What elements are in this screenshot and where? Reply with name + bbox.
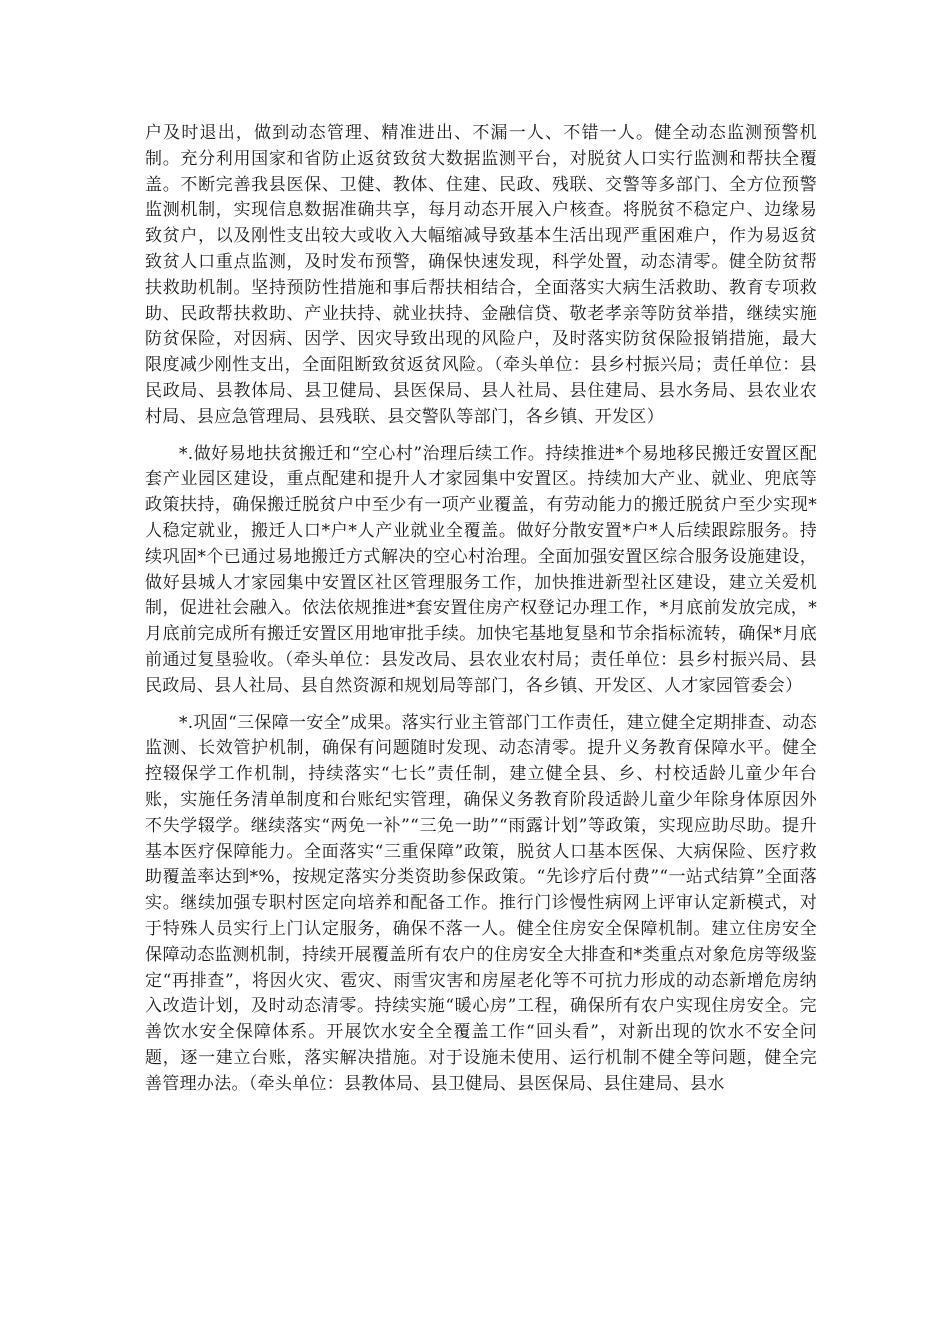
- paragraph-monitoring-mechanism: 户及时退出，做到动态管理、精准进出、不漏一人、不错一人。健全动态监测预警机制。充分利用国家和省防止返贫致贫大数据监测平台，对脱贫人口实行监测和帮扶全覆盖。不断完善我县医保、卫健、教体、住建、民政、残联、交警等多部门、全方位预警监测机制，实现信息数据准确共享，每月动态开展入户核查。将脱贫不稳定户、边缘易致贫户，以及刚性支出较大或收入大幅缩减导致基本生活出现严重困难户，作为易返贫致贫人口重点监测，及时发布预警，确保快速发现，科学处置，动态清零。健全防贫帮扶救助机制。坚持预防性措施和事后帮扶相结合，全面落实大病生活救助、教育专项救助、民政帮扶救助、产业扶持、就业扶持、金融信贷、敬老孝亲等防贫举措，继续实施防贫保险，对因病、因学、因灾导致出现的风险户，及时落实防贫保险报销措施，最大限度减少刚性支出，全面阻断致贫返贫风险。（牵头单位：县乡村振兴局；责任单位：县民政局、县教体局、县卫健局、县医保局、县人社局、县住建局、县水务局、县农业农村局、县应急管理局、县残联、县交警队等部门，各乡镇、开发区）: [145, 123, 817, 427]
- paragraph-relocation-followup: *.做好易地扶贫搬迁和“空心村”治理后续工作。持续推进*个易地移民搬迁安置区配套产业园区建设，重点配建和提升人才家园集中安置区。持续加大产业、就业、兜底等政策扶持，确保搬迁脱贫户中至少有一项产业覆盖，有劳动能力的搬迁脱贫户至少实现*人稳定就业，搬迁人口*户*人产业就业全覆盖。做好分散安置*户*人后续跟踪服务。持续巩固*个已通过易地搬迁方式解决的空心村治理。全面加强安置区综合服务设施建设，做好县城人才家园集中安置区社区管理服务工作，加快推进新型社区建设，建立关爱机制，促进社会融入。依法依规推进*套安置住房产权登记办理工作，*月底前发放完成，*月底前完成所有搬迁安置区用地审批手续。加快宅基地复垦和节余指标流转，确保*月底前通过复垦验收。（牵头单位：县发改局、县农业农村局；责任单位：县乡村振兴局、县民政局、县人社局、县自然资源和规划局等部门，各乡镇、开发区、人才家园管委会）: [145, 443, 817, 696]
- document-body: [145, 121, 817, 1097]
- paragraph-three-guarantees: *.巩固“三保障一安全”成果。落实行业主管部门工作责任，建立健全定期排查、动态监测、长效管护机制，确保有问题随时发现、动态清零。提升义务教育保障水平。健全控辍保学工作机制，持续落实“七长”责任制，建立健全县、乡、村校适龄儿童少年台账，实施任务清单制度和台账纪实管理，确保义务教育阶段适龄儿童少年除身体原因外不失学辍学。继续落实“两免一补”“三免一助”“雨露计划”等政策，实现应助尽助。提升基本医疗保障能力。全面落实“三重保障”政策，脱贫人口基本医保、大病保险、医疗救助覆盖率达到*%，按规定落实分类资助参保政策。“先诊疗后付费”“一站式结算”全面落实。继续加强专职村医定向培养和配备工作。推行门诊慢性病网上评审认定新模式，对于特殊人员实行上门认定服务，确保不落一人。健全住房安全保障机制。建立住房安全保障动态监测机制，持续开展覆盖所有农户的住房安全大排查和*类重点对象危房等级鉴定“再排查”，将因火灾、雹灾、雨雪灾害和房屋老化等不可抗力形成的动态新增危房纳入改造计划，及时动态清零。持续实施“暖心房”工程，确保所有农户实现住房安全。完善饮水安全保障体系。开展饮水安全全覆盖工作“回头看”，对新出现的饮水不安全问题，逐一建立台账，落实解决措施。对于设施未使用、运行机制不健全等问题，健全完善管理办法。（牵头单位：县教体局、县卫健局、县医保局、县住建局、县水: [145, 712, 817, 1094]
